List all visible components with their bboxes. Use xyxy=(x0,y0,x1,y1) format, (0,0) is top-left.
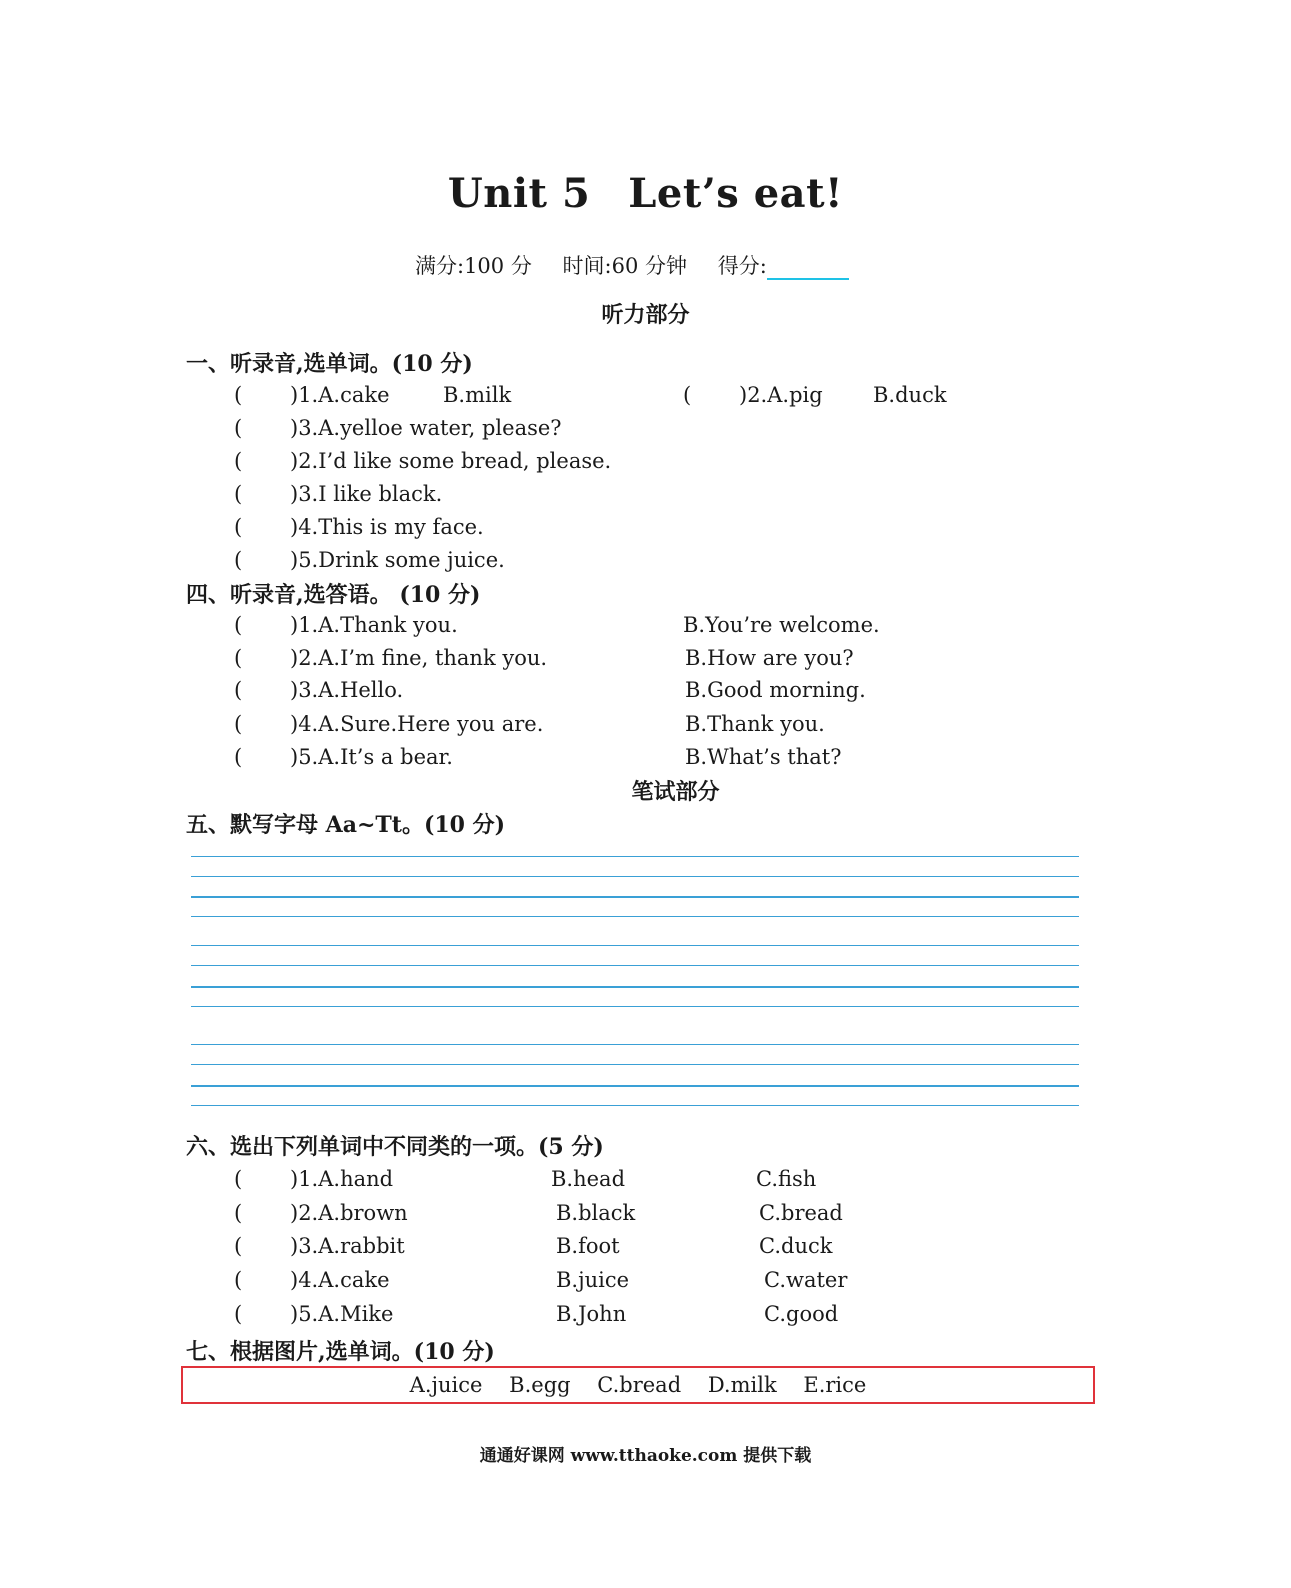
writing-rule xyxy=(191,876,1079,877)
listening-part-heading: 听力部分 xyxy=(601,302,690,328)
question-row xyxy=(683,383,823,407)
question-text: )3.A.yelloe water, please? xyxy=(290,416,562,440)
option-a: )4.A.cake xyxy=(290,1268,390,1292)
word-bank-item: A.juice xyxy=(409,1373,483,1397)
writing-rule xyxy=(191,1064,1079,1065)
option-a: )1.A.hand xyxy=(290,1167,394,1191)
page-title xyxy=(0,170,1291,217)
word-bank-item: C.bread xyxy=(597,1373,682,1397)
option-a: )3.A.Hello. xyxy=(290,678,404,702)
section-6-title: 六、选出下列单词中不同类的一项。(5 分) xyxy=(186,1134,604,1160)
word-bank-box xyxy=(181,1366,1095,1404)
time-limit: 时间:60 分钟 xyxy=(562,254,688,278)
question-row xyxy=(234,712,543,736)
writing-rule xyxy=(191,1085,1079,1087)
question-row xyxy=(234,1167,393,1191)
option-b: B.black xyxy=(556,1201,636,1225)
option-c: C.duck xyxy=(759,1234,833,1258)
writing-rule xyxy=(191,1044,1079,1045)
page-footer: 通通好课网 www.tthaoke.com 提供下载 xyxy=(479,1446,812,1466)
option-b: B.How are you? xyxy=(685,646,854,670)
question-row xyxy=(234,515,484,539)
question-row xyxy=(234,383,390,407)
answer-blank[interactable]: ( xyxy=(234,515,243,539)
section-5-title: 五、默写字母 Aa~Tt。(10 分) xyxy=(186,812,506,838)
answer-blank[interactable]: ( xyxy=(234,548,243,572)
word-bank-item: E.rice xyxy=(803,1373,867,1397)
answer-blank[interactable]: ( xyxy=(234,1302,243,1326)
option-a: )3.A.rabbit xyxy=(290,1234,405,1258)
option-c: C.fish xyxy=(756,1167,817,1191)
writing-part-heading: 笔试部分 xyxy=(631,779,720,805)
title-topic: Let’s eat! xyxy=(628,170,844,217)
answer-blank[interactable]: ( xyxy=(234,613,243,637)
score-blank[interactable] xyxy=(767,250,849,280)
option-b: B.juice xyxy=(556,1268,630,1292)
section-7-title: 七、根据图片,选单词。(10 分) xyxy=(186,1339,495,1365)
answer-blank[interactable]: ( xyxy=(234,1167,243,1191)
option-b: B.foot xyxy=(556,1234,620,1258)
question-row xyxy=(234,646,547,670)
answer-blank[interactable]: ( xyxy=(683,383,692,407)
writing-rule xyxy=(191,1006,1079,1007)
writing-rule xyxy=(191,896,1079,898)
option-c: C.good xyxy=(764,1302,839,1326)
answer-blank[interactable]: ( xyxy=(234,1201,243,1225)
option-a: )5.A.It’s a bear. xyxy=(290,745,453,769)
question-row xyxy=(234,745,453,769)
question-row xyxy=(234,1268,390,1292)
answer-blank[interactable]: ( xyxy=(234,1268,243,1292)
writing-rule xyxy=(191,986,1079,988)
question-row xyxy=(234,1234,405,1258)
answer-blank[interactable]: ( xyxy=(234,646,243,670)
writing-rule xyxy=(191,965,1079,966)
word-bank-item: D.milk xyxy=(707,1373,777,1397)
exam-meta xyxy=(415,250,849,280)
section-4-title: 四、听录音,选答语。 (10 分) xyxy=(186,582,481,608)
question-text: )4.This is my face. xyxy=(290,515,484,539)
option-b: B.Thank you. xyxy=(685,712,825,736)
question-text: )3.I like black. xyxy=(290,482,443,506)
option-b: B.milk xyxy=(443,383,512,407)
answer-blank[interactable]: ( xyxy=(234,482,243,506)
option-a: )5.A.Mike xyxy=(290,1302,394,1326)
option-c: C.bread xyxy=(759,1201,843,1225)
section-1-title: 一、听录音,选单词。(10 分) xyxy=(186,351,473,377)
option-a: )2.A.brown xyxy=(290,1201,408,1225)
answer-blank[interactable]: ( xyxy=(234,383,243,407)
option-b: B.head xyxy=(551,1167,626,1191)
question-text: )1.A.cake xyxy=(290,383,390,407)
question-row xyxy=(234,548,505,572)
question-text: )2.I’d like some bread, please. xyxy=(290,449,612,473)
answer-blank[interactable]: ( xyxy=(234,678,243,702)
answer-blank[interactable]: ( xyxy=(234,416,243,440)
question-row xyxy=(234,449,611,473)
option-b: B.What’s that? xyxy=(685,745,842,769)
option-b: B.duck xyxy=(873,383,947,407)
option-b: B.John xyxy=(556,1302,627,1326)
option-a: )1.A.Thank you. xyxy=(290,613,458,637)
question-row xyxy=(234,1302,393,1326)
option-c: C.water xyxy=(764,1268,848,1292)
question-row xyxy=(234,613,458,637)
question-row xyxy=(234,482,442,506)
writing-rule xyxy=(191,1105,1079,1106)
question-row xyxy=(234,1201,408,1225)
question-text: )5.Drink some juice. xyxy=(290,548,505,572)
answer-blank[interactable]: ( xyxy=(234,1234,243,1258)
answer-blank[interactable]: ( xyxy=(234,449,243,473)
question-row xyxy=(234,678,403,702)
question-row xyxy=(234,416,562,440)
answer-blank[interactable]: ( xyxy=(234,745,243,769)
writing-rule xyxy=(191,916,1079,917)
option-a: )2.A.I’m fine, thank you. xyxy=(290,646,548,670)
writing-rule xyxy=(191,945,1079,946)
word-bank-item: B.egg xyxy=(509,1373,571,1397)
full-score: 满分:100 分 xyxy=(415,254,532,278)
question-text: )2.A.pig xyxy=(739,383,823,407)
answer-blank[interactable]: ( xyxy=(234,712,243,736)
score-label: 得分: xyxy=(717,254,767,278)
option-b: B.You’re welcome. xyxy=(683,613,880,637)
option-a: )4.A.Sure.Here you are. xyxy=(290,712,544,736)
writing-rule xyxy=(191,856,1079,857)
option-b: B.Good morning. xyxy=(685,678,866,702)
title-unit: Unit 5 xyxy=(447,170,591,217)
